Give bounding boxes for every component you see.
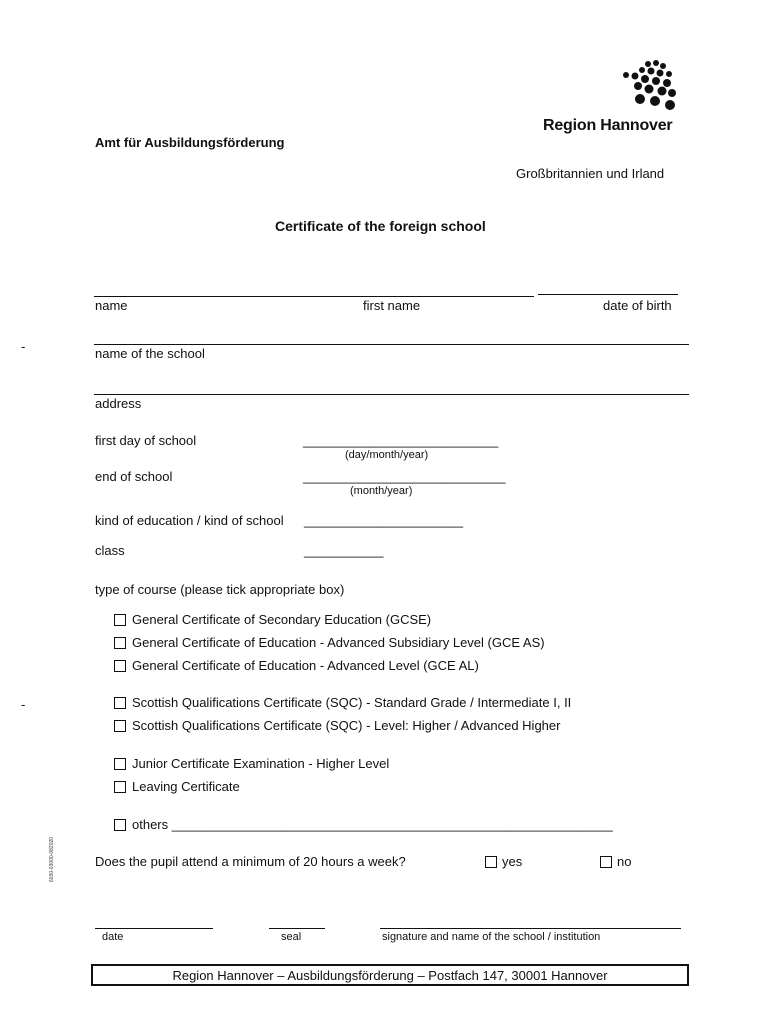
class-label: class	[95, 543, 125, 558]
kind-of-education-label: kind of education / kind of school	[95, 513, 284, 528]
address-line	[94, 394, 689, 395]
date-of-birth-label: date of birth	[603, 298, 672, 313]
gce-as-label: General Certificate of Education - Advanced Subsidiary Level (GCE AS)	[132, 635, 545, 650]
margin-mark: -	[21, 339, 26, 354]
end-of-school-label: end of school	[95, 469, 173, 484]
no-checkbox[interactable]	[600, 856, 612, 868]
hours-question: Does the pupil attend a minimum of 20 hours a week?	[95, 854, 406, 869]
country-label: Großbritannien und Irland	[516, 166, 665, 181]
name-line	[94, 296, 534, 297]
sqc-higher-checkbox[interactable]	[114, 720, 126, 732]
name-label: name	[95, 298, 128, 313]
school-line	[94, 344, 689, 345]
first-name-label: first name	[363, 298, 421, 313]
kind-of-education-field[interactable]: ______________________	[304, 513, 464, 528]
gce-al-label: General Certificate of Education - Advanced Level (GCE AL)	[132, 658, 479, 673]
logo-dots-icon	[618, 58, 682, 114]
others-label[interactable]: others _____________________________________________________________	[132, 817, 613, 832]
yes-label: yes	[502, 854, 523, 869]
no-label: no	[617, 854, 632, 869]
logo-text: Region Hannover	[543, 117, 673, 134]
sqc-standard-checkbox[interactable]	[114, 697, 126, 709]
junior-cert-checkbox[interactable]	[114, 758, 126, 770]
leaving-cert-label: Leaving Certificate	[132, 779, 240, 794]
school-name-label: name of the school	[95, 346, 205, 361]
signature-label: signature and name of the school / institution	[382, 931, 601, 943]
end-of-school-field[interactable]: ____________________________	[303, 469, 506, 484]
seal-label: seal	[281, 931, 302, 943]
sqc-standard-label: Scottish Qualifications Certificate (SQC) - Standard Grade / Intermediate I, II	[132, 695, 572, 710]
junior-cert-label: Junior Certificate Examination - Higher Level	[132, 756, 390, 771]
dob-line	[538, 294, 678, 295]
leaving-cert-checkbox[interactable]	[114, 781, 126, 793]
office-name: Amt für Ausbildungsförderung	[95, 135, 285, 150]
first-day-field[interactable]: ___________________________	[303, 433, 499, 448]
gcse-checkbox[interactable]	[114, 614, 126, 626]
end-of-school-hint: (month/year)	[350, 485, 413, 497]
address-label: address	[95, 396, 142, 411]
gce-as-checkbox[interactable]	[114, 637, 126, 649]
date-label: date	[102, 931, 124, 943]
footer-address: Region Hannover – Ausbildungsförderung – Postfach 147, 30001 Hannover	[91, 964, 689, 986]
sqc-higher-label: Scottish Qualifications Certificate (SQC) - Level: Higher / Advanced Higher	[132, 718, 561, 733]
gce-al-checkbox[interactable]	[114, 660, 126, 672]
margin-mark: -	[21, 697, 26, 712]
page-title: Certificate of the foreign school	[275, 218, 486, 234]
class-field[interactable]: ___________	[304, 543, 384, 558]
signature-line[interactable]	[380, 928, 681, 929]
others-checkbox[interactable]	[114, 819, 126, 831]
date-line[interactable]	[95, 928, 213, 929]
yes-checkbox[interactable]	[485, 856, 497, 868]
course-type-label: type of course (please tick appropriate box)	[95, 582, 345, 597]
seal-line	[269, 928, 325, 929]
first-day-hint: (day/month/year)	[345, 449, 429, 461]
gcse-label: General Certificate of Secondary Education (GCSE)	[132, 612, 432, 627]
form-code: 6030-03000-082020	[49, 836, 55, 882]
first-day-label: first day of school	[95, 433, 197, 448]
